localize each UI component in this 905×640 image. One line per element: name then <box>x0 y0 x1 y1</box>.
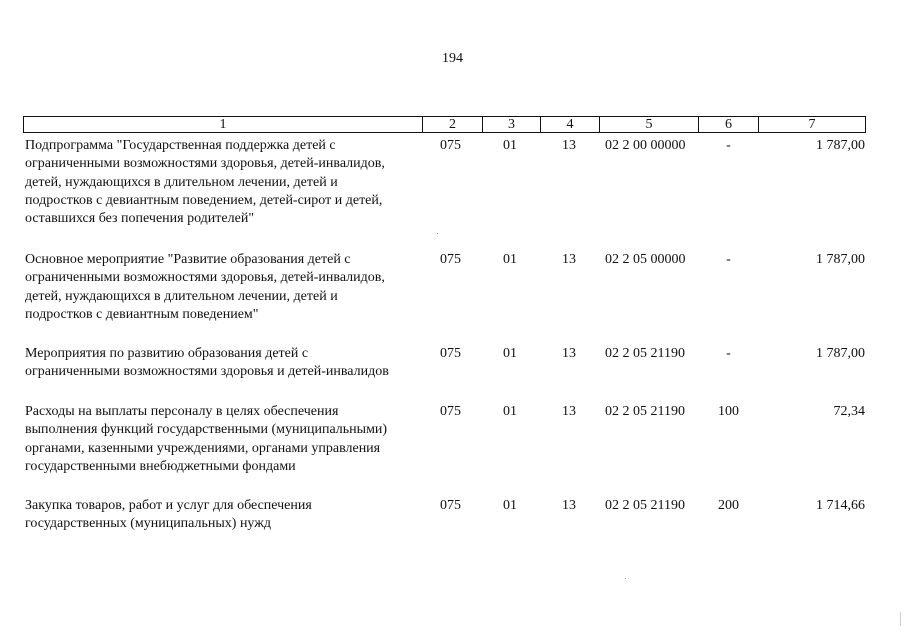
row-admin-code: 075 <box>440 404 461 419</box>
header-col-7: 7 <box>808 117 816 132</box>
row-name: Расходы на выплаты персоналу в целях обеспечения выполнения функций государственными (муниципальными) органами, казенными учреждениями, органами управления государственными внебюджетными фондами <box>25 404 388 474</box>
header-col-3: 3 <box>483 117 541 132</box>
row-expense-type: - <box>726 252 731 267</box>
row-target-code: 02 2 00 00000 <box>605 138 686 153</box>
row-subsection-code: 13 <box>562 346 576 361</box>
row-section-code: 01 <box>503 138 517 153</box>
row-subsection-code: 13 <box>562 404 576 419</box>
row-sum: 72,34 <box>833 404 865 419</box>
row-sum: 1 787,00 <box>816 346 865 361</box>
row-section-code: 01 <box>503 498 517 513</box>
header-col-5: 5 <box>600 117 699 132</box>
row-expense-type: - <box>726 138 731 153</box>
header-col-6: 6 <box>699 117 759 132</box>
row-sum: 1 714,66 <box>816 498 865 513</box>
row-sum: 1 787,00 <box>816 138 865 153</box>
row-target-code: 02 2 05 21190 <box>605 498 685 513</box>
header-col-4: 4 <box>541 117 600 132</box>
row-section-code: 01 <box>503 252 517 267</box>
row-target-code: 02 2 05 00000 <box>605 252 686 267</box>
scan-speck <box>437 233 438 234</box>
row-sum: 1 787,00 <box>816 252 865 267</box>
row-subsection-code: 13 <box>562 252 576 267</box>
row-admin-code: 075 <box>440 498 461 513</box>
page-number: 194 <box>442 51 463 66</box>
row-target-code: 02 2 05 21190 <box>605 404 685 419</box>
row-subsection-code: 13 <box>562 498 576 513</box>
header-col-2: 2 <box>423 117 483 132</box>
table-header <box>23 116 866 133</box>
row-name: Подпрограмма "Государственная поддержка детей с ограниченными возможностями здоровья, детей-инвалидов, детей, нуждающихся в длительном лечении, детей и подростков с девиантным поведением, детей-сирот и детей, оставшихся без попечения родителей" <box>25 138 385 227</box>
row-subsection-code: 13 <box>562 138 576 153</box>
row-name: Закупка товаров, работ и услуг для обеспечения государственных (муниципальных) нужд <box>25 498 312 532</box>
row-admin-code: 075 <box>440 346 461 361</box>
row-admin-code: 075 <box>440 252 461 267</box>
header-col-1: 1 <box>24 117 423 132</box>
row-name: Мероприятия по развитию образования детей с ограниченными возможностями здоровья и детей-инвалидов <box>25 346 389 380</box>
row-expense-type: - <box>726 346 731 361</box>
row-target-code: 02 2 05 21190 <box>605 346 685 361</box>
row-expense-type: 200 <box>718 498 739 513</box>
row-expense-type: 100 <box>718 404 739 419</box>
row-name: Основное мероприятие "Развитие образования детей с ограниченными возможностями здоровья, детей-инвалидов, детей, нуждающихся в длительном лечении, детей и подростков с девиантным поведением" <box>25 252 385 322</box>
row-section-code: 01 <box>503 404 517 419</box>
row-admin-code: 075 <box>440 138 461 153</box>
scan-speck <box>625 578 626 579</box>
row-section-code: 01 <box>503 346 517 361</box>
scan-edge-mark <box>900 612 901 626</box>
